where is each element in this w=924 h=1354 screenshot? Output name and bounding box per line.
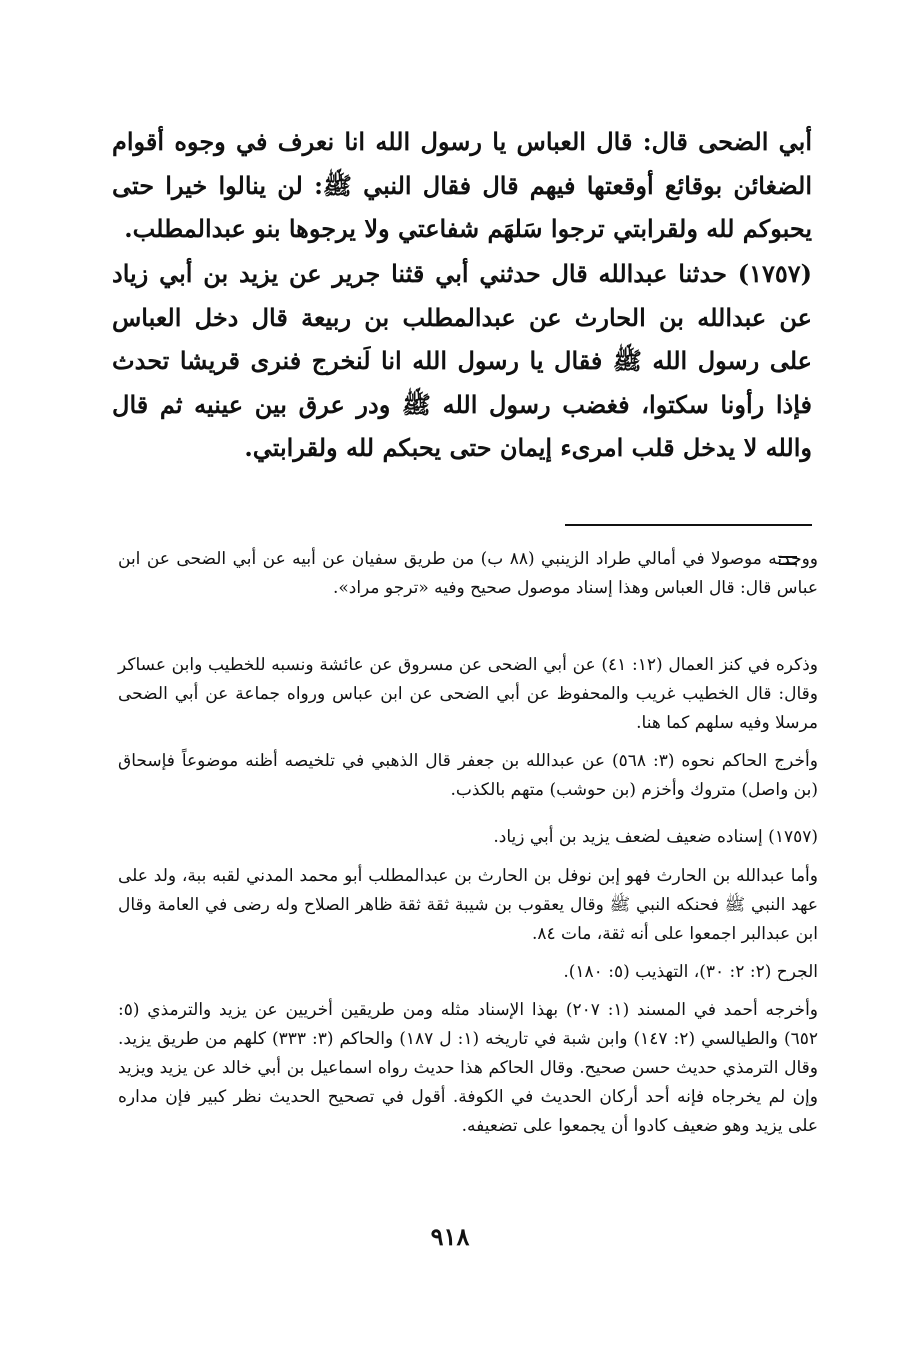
footnote-6: الجرح (٢: ٢: ٣٠)، التهذيب (٥: ١٨٠). bbox=[563, 962, 818, 982]
footnote-5: وأما عبدالله بن الحارث فهو إبن نوفل بن الحارث بن عبدالمطلب أبو محمد المدني لقبه ببة، ولد على عهد النبي ﷺ فحنكه النبي ﷺ وقال يعقوب بن شيبة ثقة ثقة ظاهر الصلاح وله رضى في العامة وقال ابن عبدالبر اجمعوا على أنه ثقة، مات ٨٤. bbox=[118, 866, 818, 944]
footnote-1: ووجدته موصولا في أمالي طراد الزينبي (٨٨ ب) من طريق سفيان عن أبيه عن أبي الضحى عن ابن عباس قال: قال العباس وهذا إسناد موصول صحيح وفيه «ترجو مراد». bbox=[118, 549, 818, 598]
footnote-separator bbox=[565, 524, 812, 526]
footnote-3: وأخرج الحاكم نحوه (٣: ٥٦٨) عن عبدالله بن جعفر قال الذهبي في تلخيصه أظنه موضوعاً فإسحاق (بن واصل) متروك وأخزم (بن حوشب) متهم بالكذب. bbox=[118, 751, 818, 800]
footnote-hadith-1757: (١٧٥٧) إسناده ضعيف لضعف يزيد بن أبي زياد. bbox=[493, 827, 818, 847]
main-paragraph-2: (١٧٥٧) حدثنا عبدالله قال حدثني أبي قثنا جرير عن يزيد بن أبي زياد عن عبدالله بن الحارث عن عبدالمطلب بن ربيعة قال دخل العباس على رسول الله ﷺ فقال يا رسول الله انا لَنخرج فنرى قريشا تحدث فإذا رأونا سكتوا، فغضب رسول الله ﷺ ودر عرق بين عينيه ثم قال والله لا يدخل قلب امرىء إيمان حتى يحبكم لله ولقرابتي. bbox=[112, 259, 812, 462]
footnote-2: وذكره في كنز العمال (١٢: ٤١) عن أبي الضحى عن مسروق عن عائشة ونسبه للخطيب وابن عساكر وقال: قال الخطيب غريب والمحفوظ عن أبي الضحى عن ابن عباس ورواه جماعة عن أبي الضحى مرسلا وفيه سلهم كما هنا. bbox=[118, 655, 818, 733]
footnote-7: وأخرجه أحمد في المسند (١: ٢٠٧) بهذا الإسناد مثله ومن طريقين أخريين عن يزيد والترمذي (٥: ٦٥٢) والطيالسي (٢: ١٤٧) وابن شبة في تاريخه (١: ل ١٨٧) والحاكم (٣: ٣٣٣) كلهم من طريق يزيد. وقال الترمذي حديث حسن صحيح. وقال الحاكم هذا حديث رواه اسماعيل بن أبي خالد عن يزيد ويزيد وإن لم يخرجاه فإنه أحد أركان الحديث في الكوفة. أقول في تصحيح الحديث نظر كبير فإن مداره على يزيد وهو ضعيف كادوا أن يجمعوا على تضعيفه. bbox=[118, 1000, 819, 1136]
main-paragraph-1: أبي الضحى قال: قال العباس يا رسول الله انا نعرف في وجوه أقوام الضغائن بوقائع أوقعتها فيهم قال فقال النبي ﷺ: لن ينالوا خيرا حتى يحبوكم لله ولقرابتي ترجوا سَلهَم شفاعتي ولا يرجوها بنو عبدالمطلب. bbox=[112, 127, 812, 243]
page-number: ٩١٨ bbox=[430, 1222, 470, 1251]
